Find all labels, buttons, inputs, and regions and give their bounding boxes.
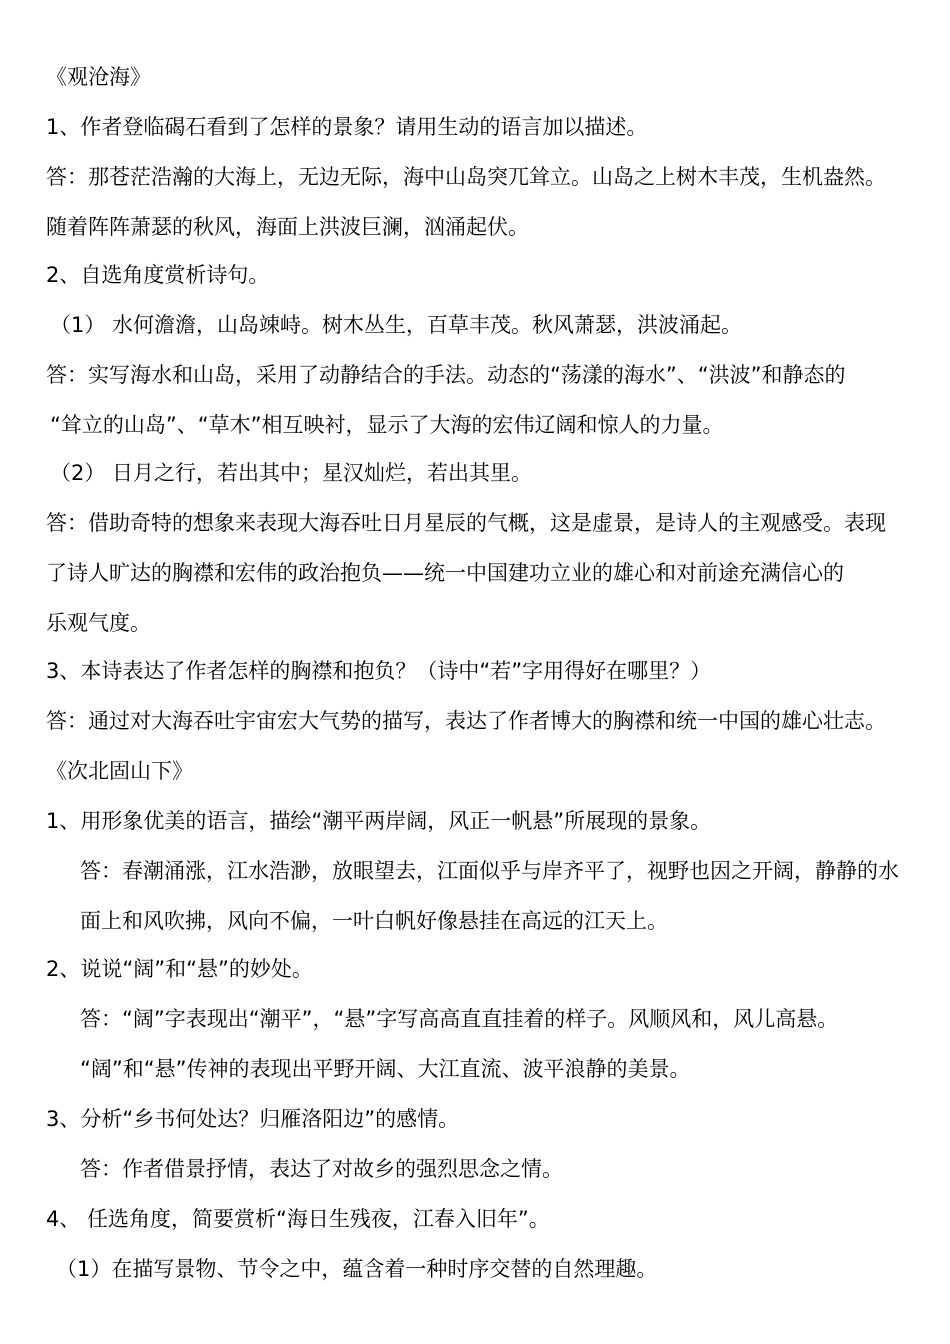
question-b4: 4、 任选角度，简要赏析“海日生残夜，江春入旧年”。 bbox=[46, 1207, 550, 1231]
answer-1-line-1: 答：那苍茫浩瀚的大海上，无边无际，海中山岛突兀耸立。山岛之上树木丰茂，生机盎然。 bbox=[46, 165, 886, 189]
answer-b1-line-2: 面上和风吹拂，风向不偏，一叶白帆好像悬挂在高远的江天上。 bbox=[80, 909, 668, 933]
sub-question-2-1: （1） 水何澹澹，山岛竦峙。树木丛生，百草丰茂。秋风萧瑟，洪波涌起。 bbox=[50, 313, 743, 337]
sub-question-2-2: （2） 日月之行，若出其中；星汉灿烂，若出其里。 bbox=[50, 461, 533, 485]
question-3: 3、本诗表达了作者怎样的胸襟和抱负？（诗中“若”字用得好在哪里？） bbox=[46, 659, 712, 683]
answer-2-2-line-1: 答：借助奇特的想象来表现大海吞吐日月星辰的气概，这是虚景，是诗人的主观感受。表现 bbox=[46, 511, 886, 535]
answer-3: 答：通过对大海吞吐宇宙宏大气势的描写，表达了作者博大的胸襟和统一中国的雄心壮志。 bbox=[46, 709, 886, 733]
answer-b2-line-2: “阔”和“悬”传神的表现出平野开阔、大江直流、波平浪静的美景。 bbox=[80, 1057, 691, 1081]
sub-answer-b4-1: （1）在描写景物、节令之中，蕴含着一种时序交替的自然理趣。 bbox=[56, 1257, 658, 1281]
question-2: 2、自选角度赏析诗句。 bbox=[46, 263, 270, 287]
question-b1: 1、用形象优美的语言，描绘“潮平两岸阔，风正一帆悬”所展现的景象。 bbox=[46, 809, 712, 833]
answer-b1-line-1: 答：春潮涌涨，江水浩渺，放眼望去，江面似乎与岸齐平了，视野也因之开阔，静静的水 bbox=[80, 859, 899, 883]
answer-1-line-2: 随着阵阵萧瑟的秋风，海面上洪波巨澜，汹涌起伏。 bbox=[46, 215, 529, 239]
poem-title-guan-cang-hai: 《观沧海》 bbox=[46, 65, 151, 89]
answer-2-1-line-1: 答：实写海水和山岛，采用了动静结合的手法。动态的“荡漾的海水”、“洪波”和静态的 bbox=[46, 363, 846, 387]
answer-2-2-line-2: 了诗人旷达的胸襟和宏伟的政治抱负——统一中国建功立业的雄心和对前途充满信心的 bbox=[46, 561, 844, 585]
answer-b2-line-1: 答：“阔”字表现出“潮平”，“悬”字写高高直直挂着的样子。风顺风和，风儿高悬。 bbox=[80, 1007, 839, 1031]
answer-2-1-line-2: “耸立的山岛”、“草木”相互映衬，显示了大海的宏伟辽阔和惊人的力量。 bbox=[50, 413, 724, 437]
answer-2-2-line-3: 乐观气度。 bbox=[46, 611, 151, 635]
answer-b3: 答：作者借景抒情，表达了对故乡的强烈思念之情。 bbox=[80, 1157, 563, 1181]
question-b3: 3、分析“乡书何处达？归雁洛阳边”的感情。 bbox=[46, 1107, 460, 1131]
poem-title-ci-bei-gu-shan-xia: 《次北固山下》 bbox=[46, 759, 193, 783]
question-b2: 2、说说“阔”和“悬”的妙处。 bbox=[46, 957, 313, 981]
question-1: 1、作者登临碣石看到了怎样的景象？请用生动的语言加以描述。 bbox=[46, 115, 648, 139]
